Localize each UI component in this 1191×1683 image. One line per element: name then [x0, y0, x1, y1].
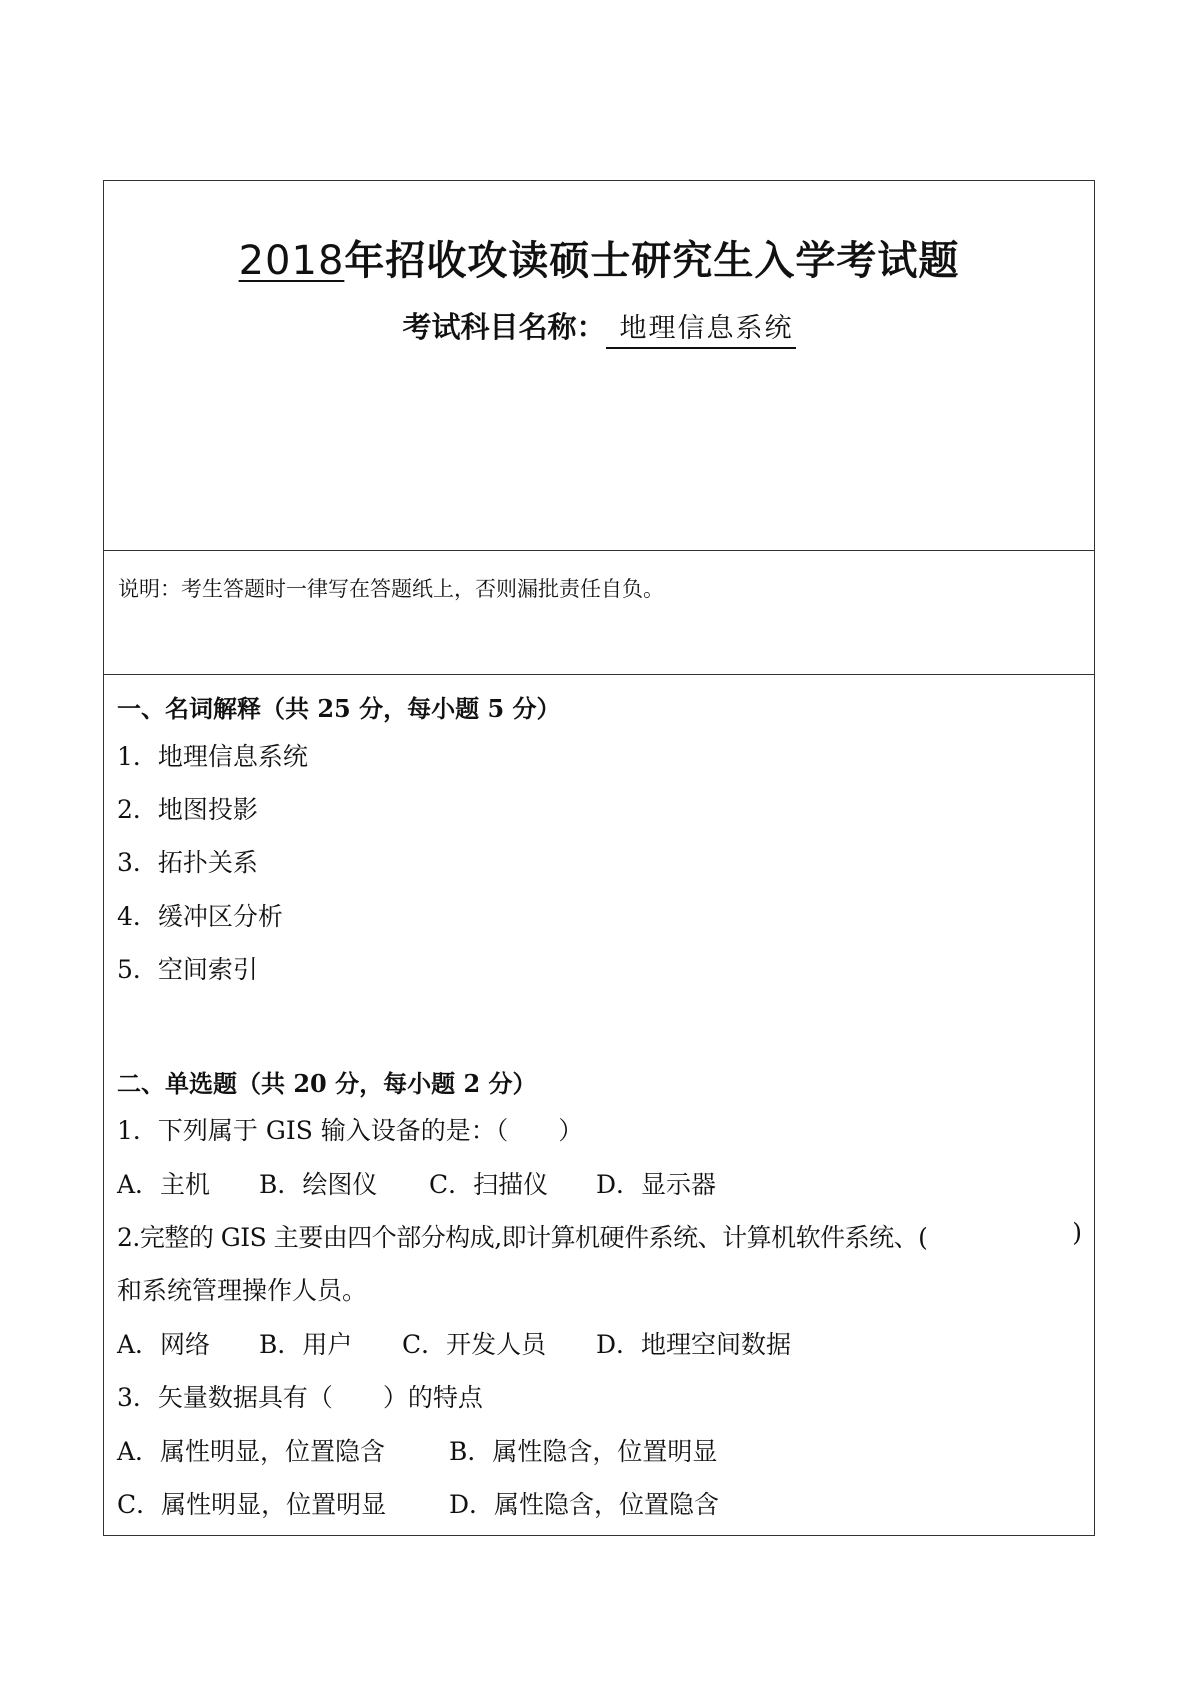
question-3-stem: 3．矢量数据具有（ ）的特点	[117, 1383, 483, 1412]
section1-heading: 一、名词解释（共 25 分，每小题 5 分）	[117, 694, 561, 723]
exam-year: 2018	[238, 238, 345, 284]
question-2-options	[104, 1325, 1094, 1359]
option-a: A．属性明显，位置隐含	[117, 1437, 386, 1466]
question-1-stem: 1．下列属于 GIS 输入设备的是：（ ）	[117, 1116, 584, 1145]
question-2-stem-line2: 和系统管理操作人员。	[117, 1276, 368, 1305]
question-2-stem-line1	[104, 1218, 1094, 1252]
option-b: B．用户	[259, 1330, 353, 1359]
title-text: 年招收攻读硕士研究生入学考试题	[344, 238, 960, 284]
option-c: C．扫描仪	[429, 1170, 549, 1199]
option-a: A．主机	[117, 1170, 211, 1199]
subject-line	[104, 305, 1094, 349]
exam-frame	[103, 180, 1095, 1536]
question-3-options-row1	[104, 1432, 1094, 1466]
option-c: C．开发人员	[402, 1330, 547, 1359]
term-item: 2．地图投影	[117, 795, 258, 824]
option-c: C．属性明显，位置明显	[117, 1490, 387, 1519]
instructions-section	[104, 551, 1094, 675]
question-2-stem: 2.完整的 GIS 主要由四个部分构成,即计算机硬件系统、计算机软件系统、(	[117, 1223, 928, 1252]
section2-heading: 二、单选题（共 20 分，每小题 2 分）	[117, 1069, 537, 1098]
page-title	[104, 229, 1094, 286]
option-b: B．绘图仪	[259, 1170, 378, 1199]
subject-value: 地理信息系统	[606, 306, 796, 349]
term-item: 4．缓冲区分析	[117, 902, 283, 931]
question-2-close-paren: )	[1072, 1218, 1082, 1247]
term-item: 5．空间索引	[117, 955, 258, 984]
option-d: D．显示器	[596, 1170, 717, 1199]
option-a: A．网络	[117, 1330, 211, 1359]
question-3-options-row2	[104, 1485, 1094, 1519]
subject-label: 考试科目名称：	[402, 310, 606, 344]
questions-section	[104, 675, 1094, 1535]
instructions-note: 说明：考生答题时一律写在答题纸上，否则漏批责任自负。	[118, 577, 664, 601]
question-1-options	[104, 1165, 1094, 1199]
term-item: 3．拓扑关系	[117, 848, 258, 877]
option-d: D．属性隐含，位置隐含	[449, 1490, 720, 1519]
option-d: D．地理空间数据	[596, 1330, 792, 1359]
header-section	[104, 181, 1094, 551]
term-item: 1．地理信息系统	[117, 742, 308, 771]
option-b: B．属性隐含，位置明显	[449, 1437, 718, 1466]
